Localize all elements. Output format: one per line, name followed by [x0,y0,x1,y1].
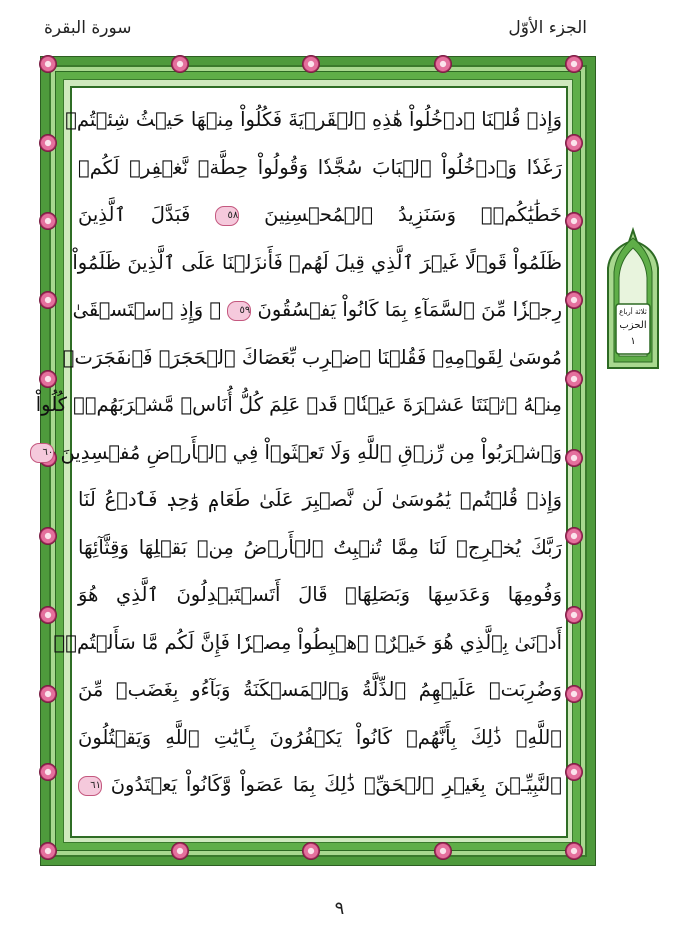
text-line-8-text: وَٱشۡرَبُواْ مِن رِّزۡقِ ٱللَّهِ وَلَا تَعۡثَوۡاْ فِي ٱلۡأَرۡضِ مُفۡسِدِينَ [60,440,562,464]
hizb-marker-frame-icon [604,228,662,374]
rosette-icon [302,55,320,73]
text-line-12: أَدۡنَىٰ بِٱلَّذِي هُوَ خَيۡرٌۚ ٱهۡبِطُواْ مِصۡرٗا فَإِنَّ لَكُم مَّا سَأَلۡتُمۡۗ [53,630,562,654]
text-line-10: رَبَّكَ يُخۡرِجۡ لَنَا مِمَّا تُنۢبِتُ ٱلۡأَرۡضُ مِنۢ بَقۡلِهَا وَقِثَّآئِهَا [78,535,562,559]
text-line-13: وَضُرِبَتۡ عَلَيۡهِمُ ٱلذِّلَّةُ وَٱلۡمَسۡكَنَةُ وَبَآءُو بِغَضَبٖ مِّنَ [78,678,562,701]
rosette-icon [39,842,57,860]
rosette-icon [39,685,57,703]
hizb-marker [604,228,662,374]
rosette-icon [302,842,320,860]
text-line-9: وَإِذۡ قُلۡتُمۡ يَٰمُوسَىٰ لَن نَّصۡبِرَ عَلَىٰ طَعَامٖ وَٰحِدٖ فَٱدۡعُ لَنَا [78,488,562,511]
rosette-icon [171,842,189,860]
hizb-number: ١ [630,336,636,347]
text-line-5-start: رِجۡزٗا مِّنَ ٱلسَّمَآءِ بِمَا كَانُواْ يَفۡسُقُونَ [257,298,562,321]
rosette-icon [565,370,583,388]
text-line-15-text: ٱلنَّبِيِّـۧنَ بِغَيۡرِ ٱلۡحَقِّۗ ذَٰلِكَ بِمَا عَصَواْ وَّكَانُواْ يَعۡتَدُونَ [110,773,563,796]
text-line-1: وَإِذۡ قُلۡنَا ٱدۡخُلُواْ هَٰذِهِ ٱلۡقَرۡيَةَ فَكُلُواْ مِنۡهَا حَيۡثُ شِئۡتُمۡ [65,108,562,131]
rosette-icon [565,134,583,152]
rosette-icon [565,55,583,73]
text-line-7: مِنۡهُ ٱثۡنَتَا عَشۡرَةَ عَيۡنٗاۖ قَدۡ عَلِمَ كُلُّ أُنَاسٖ مَّشۡرَبَهُمۡۖ كُلُواْ [35,393,562,416]
text-line-8 [42,429,562,477]
text-line-11: وَفُومِهَا وَعَدَسِهَا وَبَصَلِهَاۖ قَالَ أَتَسۡتَبۡدِلُونَ ٱلَّذِي هُوَ [78,583,562,606]
ayah-marker-59: ٥٩ [227,301,251,321]
quran-text [35,96,563,809]
ayah-marker-61: ٦١ [78,776,102,796]
rosette-icon [565,842,583,860]
text-line-5-end: ۞ وَإِذِ ٱسۡتَسۡقَىٰ [72,298,222,321]
rosette-icon [565,449,583,467]
rosette-icon [171,55,189,73]
rosette-icon [39,55,57,73]
text-line-3 [78,191,562,239]
page-number: ٩ [334,898,345,919]
rosette-icon [565,291,583,309]
rosette-icon [39,291,57,309]
ayah-marker-60: ٦٠ [30,443,54,463]
rosette-icon [565,606,583,624]
text-line-4: ظَلَمُواْ قَوۡلًا غَيۡرَ ٱلَّذِي قِيلَ لَهُمۡ فَأَنزَلۡنَا عَلَى ٱلَّذِينَ ظَلَمُواْ [72,250,562,274]
rosette-icon [565,685,583,703]
text-line-3-start: خَطَٰيَٰكُمۡۚ وَسَنَزِيدُ ٱلۡمُحۡسِنِينَ [264,203,562,226]
text-line-5 [72,286,562,334]
text-line-6: مُوسَىٰ لِقَوۡمِهِۦ فَقُلۡنَا ٱضۡرِب بِّعَصَاكَ ٱلۡحَجَرَۖ فَٱنفَجَرَتۡ [62,345,562,369]
surah-title: سورة البقرة [44,18,132,38]
hizb-label-quarter: ثلاثة أرباع [619,308,647,316]
juz-title: الجزء الأوّل [508,18,587,38]
rosette-icon [39,134,57,152]
text-line-15 [78,761,562,809]
rosette-icon [434,842,452,860]
text-line-14: ٱللَّهِۗ ذَٰلِكَ بِأَنَّهُمۡ كَانُواْ يَكۡفُرُونَ بِـَٔايَٰتِ ٱللَّهِ وَيَقۡتُلُونَ [78,725,562,749]
hizb-label: الحزب [619,320,647,331]
rosette-icon [434,55,452,73]
text-line-3-end: فَبَدَّلَ ٱلَّذِينَ [78,203,191,226]
text-line-2: رَغَدٗا وَٱدۡخُلُواْ ٱلۡبَابَ سُجَّدٗا وَقُولُواْ حِطَّةٞ نَّغۡفِرۡ لَكُمۡ [78,155,562,179]
ayah-marker-58: ٥٨ [215,206,239,226]
